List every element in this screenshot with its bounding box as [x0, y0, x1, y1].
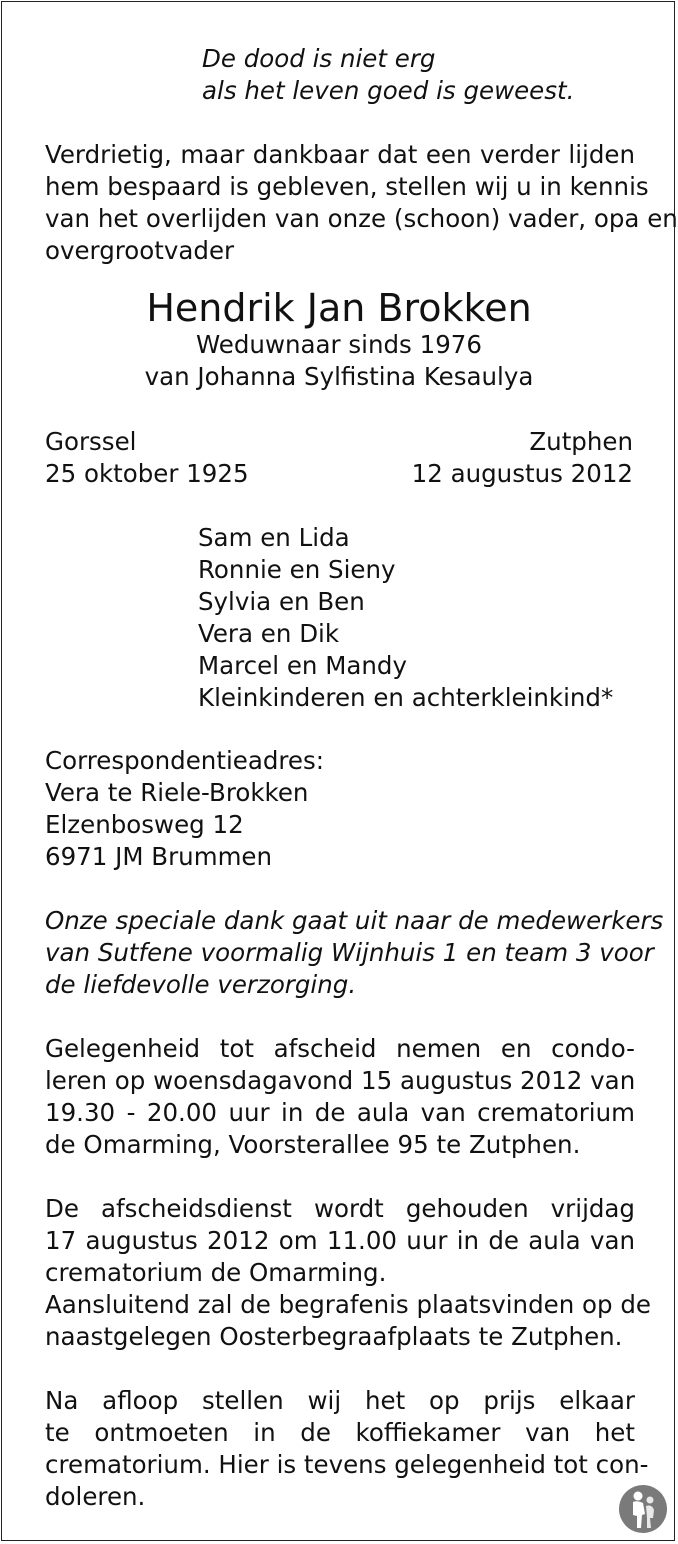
family-member: Sylvia en Ben [198, 587, 365, 616]
address-line: Elzenbosweg 12 [45, 810, 244, 839]
service-line: crematorium de Omarming. [45, 1258, 387, 1287]
closing-line: doleren. [45, 1482, 146, 1511]
closing-line: crematorium. Hier is tevens gelegenheid tot con- [45, 1450, 649, 1479]
intro-line: overgrootvader [45, 236, 235, 265]
family-member: Ronnie en Sieny [198, 555, 396, 584]
spouse-line: van Johanna Sylfistina Kesaulya [144, 362, 534, 391]
closing-paragraph [45, 1385, 649, 1513]
birth-date: 25 oktober 1925 [45, 459, 249, 488]
intro-line: hem bespaard is gebleven, stellen wij u in kennis [45, 172, 649, 201]
address-line: Vera te Riele-Brokken [45, 778, 309, 807]
closing-line: Na afloop stellen wij het op prijs elkaar [45, 1386, 635, 1415]
address-line: 6971 JM Brummen [45, 842, 273, 871]
thanks-line: van Sutfene voormalig Wijnhuis 1 en team 3 voor [45, 938, 654, 967]
service-line: Aansluitend zal de begrafenis plaatsvinden op de [45, 1290, 651, 1319]
closing-line: te ontmoeten in de koffiekamer van het [45, 1418, 635, 1447]
family-member: Marcel en Mandy [198, 651, 407, 680]
memorial-figure-logo-icon [618, 1484, 668, 1534]
death-place: Zutphen [529, 427, 633, 456]
thanks-line: de liefdevolle verzorging. [45, 970, 357, 999]
thanks-line: Onze speciale dank gaat uit naar de medewerkers [45, 906, 664, 935]
motto-line-2: als het leven goed is geweest. [202, 76, 575, 105]
intro-paragraph [45, 139, 678, 267]
intro-line: van het overlijden van onze (schoon) vader, opa en [45, 204, 678, 233]
condolence-line: Gelegenheid tot afscheid nemen en condo- [45, 1034, 635, 1063]
motto-line-1: De dood is niet erg [202, 44, 436, 73]
thanks-paragraph [45, 905, 664, 1001]
family-member: Kleinkinderen en achterkleinkind* [198, 683, 614, 712]
condolence-line: 19.30 - 20.00 uur in de aula van crematorium [45, 1098, 635, 1127]
service-line: naastgelegen Oosterbegraafplaats te Zutphen. [45, 1322, 623, 1351]
widower-line: Weduwnaar sinds 1976 [196, 330, 482, 359]
birth-place: Gorssel [45, 427, 137, 456]
deceased-name: Hendrik Jan Brokken [146, 286, 532, 330]
death-date: 12 augustus 2012 [411, 459, 633, 488]
service-paragraph [45, 1193, 651, 1353]
service-line: De afscheidsdienst wordt gehouden vrijdag [45, 1194, 635, 1223]
condolence-paragraph [45, 1033, 635, 1161]
condolence-line: de Omarming, Voorsterallee 95 te Zutphen. [45, 1130, 581, 1159]
family-member: Vera en Dik [198, 619, 340, 648]
family-member: Sam en Lida [198, 523, 350, 552]
service-line: 17 augustus 2012 om 11.00 uur in de aula van [45, 1226, 635, 1255]
condolence-line: leren op woensdagavond 15 augustus 2012 van [45, 1066, 636, 1095]
obituary-card [1, 1, 678, 1541]
address-heading: Correspondentieadres: [45, 746, 325, 775]
intro-line: Verdrietig, maar dankbaar dat een verder lijden [45, 140, 635, 169]
